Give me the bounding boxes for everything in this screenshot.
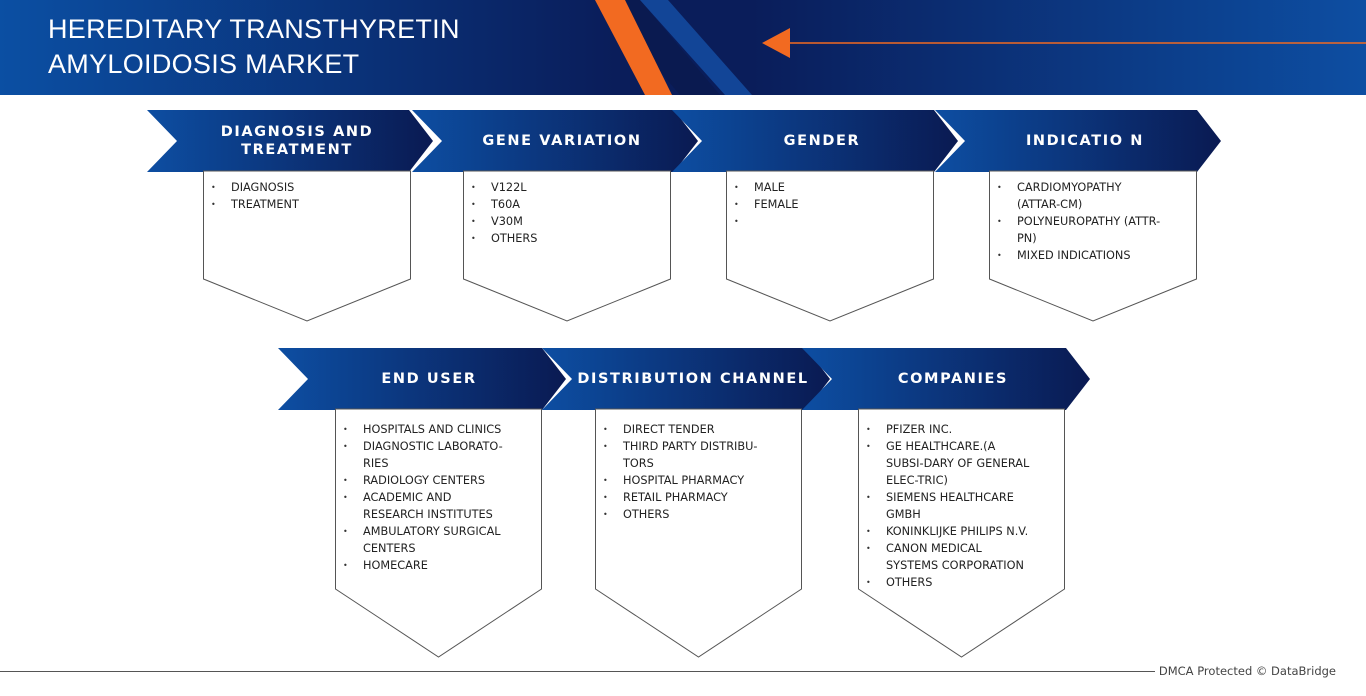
list-item: • GE HEALTHCARE.(A SUBSI-DARY OF GENERAL ELEC-TRIC) [864,438,1035,489]
segment-title: INDICATIO N [1025,133,1145,149]
list-item: • HOSPITAL PHARMACY [601,472,772,489]
segment-item-list [209,179,381,213]
list-item: • CANON MEDICAL SYSTEMS CORPORATION [864,540,1035,574]
segment-item-list [469,179,641,247]
segment-header-distribution-channel [542,348,828,410]
list-item: • MIXED INDICATIONS [995,247,1167,264]
segment-title: GENE VARIATION [482,133,642,149]
list-item: • PFIZER INC. [864,421,1035,438]
segment-title: END USER [381,371,477,387]
segment-header-indicatio-n [935,110,1219,172]
header-banner [0,0,1366,95]
footer-divider [0,671,1155,672]
segment-header-diagnosis-and-treatment [147,110,431,172]
segment-header-companies [802,348,1088,410]
list-item: • OTHERS [864,574,1035,591]
list-item: • MALE [732,179,904,196]
list-item: • RETAIL PHARMACY [601,489,772,506]
list-item: • DIRECT TENDER [601,421,772,438]
list-item: • AMBULATORY SURGICAL CENTERS [341,523,512,557]
list-item: • HOMECARE [341,557,512,574]
segment-item-list [732,179,904,230]
segment-item-list [341,421,512,574]
list-item: • V122L [469,179,641,196]
list-item: • OTHERS [601,506,772,523]
list-item: • KONINKLIJKE PHILIPS N.V. [864,523,1035,540]
segment-header-gender [672,110,956,172]
list-item: • RADIOLOGY CENTERS [341,472,512,489]
segment-item-list [601,421,772,523]
list-item [732,213,904,230]
list-item: • THIRD PARTY DISTRIBU-TORS [601,438,772,472]
page-title: HEREDITARY TRANSTHYRETIN AMYLOIDOSIS MARKET [48,14,460,79]
segment-title: GENDER [783,133,861,149]
segment-title: DIAGNOSIS AND TREATMENT [220,124,374,158]
list-item: • TREATMENT [209,196,381,213]
segment-item-list [995,179,1167,264]
segment-header-gene-variation [412,110,696,172]
list-item: • DIAGNOSTIC LABORATO-RIES [341,438,512,472]
list-item: • FEMALE [732,196,904,213]
list-item: • ACADEMIC AND RESEARCH INSTITUTES [341,489,512,523]
segment-title: DISTRIBUTION CHANNEL [577,371,809,387]
list-item: • V30M [469,213,641,230]
list-item: • HOSPITALS AND CLINICS [341,421,512,438]
segment-item-list [864,421,1035,591]
list-item: • OTHERS [469,230,641,247]
segment-header-end-user [278,348,564,410]
footer-copyright: DMCA Protected © DataBridge [1158,664,1336,678]
list-item: • DIAGNOSIS [209,179,381,196]
list-item: • SIEMENS HEALTHCARE GMBH [864,489,1035,523]
list-item: • POLYNEUROPATHY (ATTR-PN) [995,213,1167,247]
segment-title: COMPANIES [897,371,1009,387]
list-item: • CARDIOMYOPATHY (ATTAR-CM) [995,179,1167,213]
list-item: • T60A [469,196,641,213]
